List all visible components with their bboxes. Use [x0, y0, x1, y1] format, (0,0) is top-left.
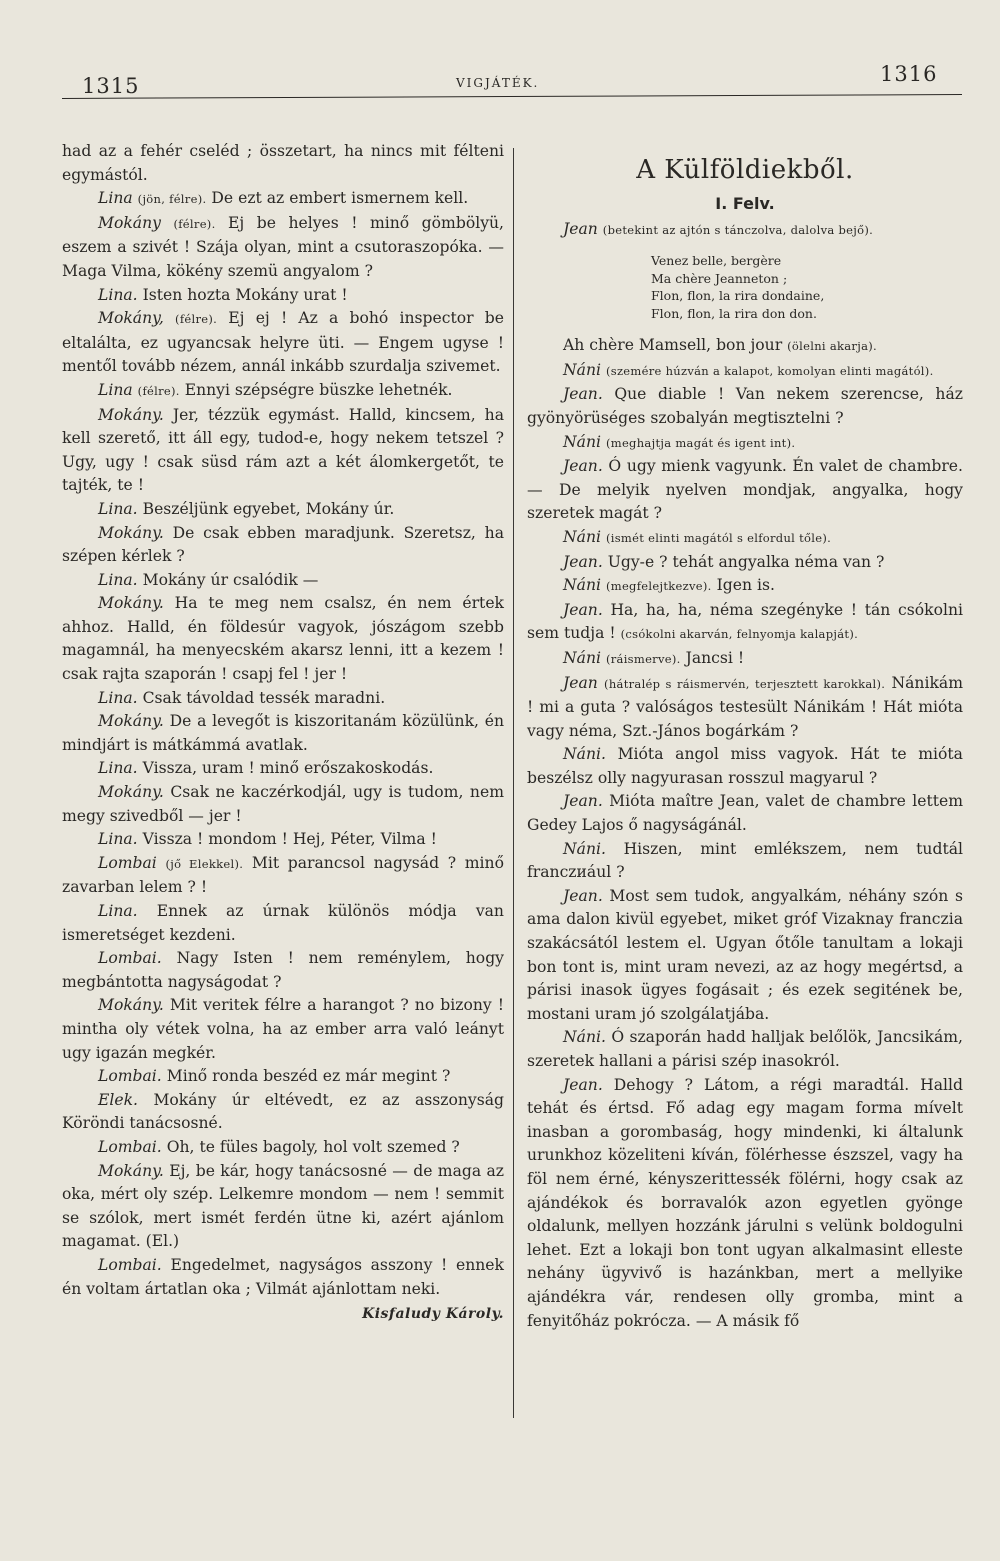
speaker-name: Lina.: [98, 902, 138, 920]
dialogue-text: Ha, ha, ha, néma szegényke ! tán csókolni sem tudja !: [527, 600, 963, 643]
speaker-name: Lombai.: [98, 1137, 162, 1156]
dialogue-line: [62, 1065, 504, 1089]
dialogue-line: [62, 404, 504, 498]
dialogue-line: [62, 1089, 504, 1136]
speaker-name: Lina.: [98, 759, 138, 778]
stage-direction: (betekint az ajtón s tánczolva, dalolva bejő).: [602, 222, 874, 237]
dialogue-text: Isten hozta Mokány urat !: [142, 285, 348, 304]
dialogue-line: [527, 455, 963, 526]
dialogue-line: [62, 379, 504, 404]
dialogue-line: [527, 383, 963, 430]
dialogue-line: [62, 187, 504, 212]
dialogue-text: Engedelmet, nagyságos asszony ! ennek én voltam ártatlan oka ; Vilmát ajánlottam neki.: [62, 1255, 504, 1298]
dialogue-text: Que diable ! Van nekem szerencse, ház gyönyörüséges szobalyán megtisztelni ?: [527, 385, 963, 427]
speaker-name: Lina: [98, 189, 133, 208]
dialogue-line: [527, 334, 963, 359]
left-column: [62, 140, 504, 1327]
song-line: Ma chère Jeanneton ;: [651, 270, 788, 286]
dialogue-text: De a levegőt is kiszoritanám közülünk, én mindjárt is mátkámmá avatlak.: [62, 712, 504, 754]
stage-direction: (ölelni akarja).: [787, 339, 877, 354]
dialogue-line: [527, 743, 963, 790]
dialogue-text: Ugy-e ? tehát angyalka néma van ?: [607, 552, 885, 571]
dialogue-text: Mokány úr csalódik —: [142, 570, 319, 589]
stage-direction: (szemére húzván a kalapot, komolyan elinti magától).: [605, 363, 934, 378]
dialogue-line: [527, 1026, 963, 1073]
dialogue-line: [527, 885, 963, 1027]
page-number-right: 1316: [880, 62, 938, 86]
dialogue-line: [62, 592, 504, 686]
dialogue-line: [62, 994, 504, 1065]
dialogue-line: [62, 1254, 504, 1301]
dialogue-text: Mokány úr eltévedt, ez az asszonyság Köröndi tanácsosné.: [62, 1090, 504, 1133]
speaker-name: Mokány.: [98, 996, 164, 1015]
dialogue-line: [62, 212, 504, 284]
speaker-name: Lombai.: [98, 949, 162, 968]
dialogue-text: De ezt az embert ismernem kell.: [211, 189, 469, 208]
dialogue-text: Ó szaporán hadd halljak belőlök, Jancsikám, szeretek hallani a párisi szép inasokról.: [527, 1028, 963, 1070]
dialogue-text: Ej, be kár, hogy tanácsosné — de maga az oka, mért oly szép. Lelkemre mondom — nem ! semmit se szólok, mert ismét ferdén ütne ki, azért ajánlom magamat. (El.): [62, 1161, 505, 1251]
dialogue-line: [527, 647, 963, 672]
stage-direction: (ráismerve).: [605, 651, 681, 666]
stage-direction: (meghajtja magát és igent int).: [605, 435, 796, 450]
dialogue-line: [527, 838, 963, 885]
speaker-name: Jean.: [563, 600, 603, 619]
dialogue-line: [62, 284, 504, 308]
dialogue-line: [527, 359, 963, 384]
dialogue-line: [527, 431, 963, 456]
dialogue-text: Nagy Isten ! nem reménylem, hogy megbántotta nagyságodat ?: [62, 949, 504, 991]
speaker-name: Lina.: [98, 688, 138, 707]
column-divider: [513, 148, 514, 1418]
speaker-name: Lombai.: [98, 1067, 162, 1086]
dialogue-line: [62, 900, 504, 947]
dialogue-text: Csak távoldad tessék maradni.: [142, 688, 386, 707]
dialogue-text: Mióta maître Jean, valet de chambre lettem Gedey Lajos ő nagyságánál.: [527, 792, 964, 835]
dialogue-text: Igen is.: [716, 576, 775, 595]
speaker-name: Jean.: [563, 552, 603, 571]
speaker-name: Lina: [98, 380, 133, 399]
dialogue-line: [62, 757, 504, 781]
dialogue-line: [62, 498, 504, 522]
dialogue-text: Hiszen, mint emlékszem, nem tudtál franczиául ?: [527, 839, 963, 882]
page-number-left: 1315: [82, 74, 140, 98]
dialogue-line: [527, 574, 963, 599]
stage-direction: (ismét elinti magától s elfordul tőle).: [605, 530, 832, 545]
running-title: VIGJÁTÉK.: [456, 76, 540, 90]
dialogue-line: [62, 1136, 504, 1160]
dialogue-line: [62, 828, 504, 852]
dialogue-text: Ej ej ! Az a bohó inspector be eltalálta, ez ugyancsak helyre üti. — Engem ugyse ! mentől tovább nézem, annál inkább szurdalja szivemet.: [62, 309, 504, 376]
stage-direction: (csókolni akarván, felnyomja kalapját).: [620, 627, 859, 642]
dialogue-line: [62, 569, 504, 593]
speaker-name: Lina.: [98, 499, 138, 518]
dialogue-line: [62, 710, 504, 757]
header-rule: [62, 94, 962, 99]
speaker-name: Náni: [563, 360, 601, 379]
dialogue-line: [527, 551, 963, 575]
dialogue-text: Jer, tézzük egymást. Halld, kincsem, ha kell szerető, itt áll egy, tudod-e, hogy nekem tetszel ? Ugy, ugy ! csak süsd rám azt a két álomkergetőt, te tajték, te !: [62, 405, 504, 495]
dialogue-block: [527, 334, 963, 1333]
speaker-name: Mokány,: [98, 309, 164, 328]
speaker-name: Jean.: [563, 792, 603, 811]
author-signature: Kisfaludy Károly.: [362, 1306, 504, 1323]
dialogue-text: Ej be helyes ! minő gömbölyü, eszem a szivét ! Szája olyan, mint a csutoraszopóka. — Maga Vilma, kökény szemü angyalom ?: [62, 213, 504, 280]
speaker-name: Lina.: [98, 570, 138, 589]
speaker-name: Náni.: [563, 839, 606, 858]
dialogue-text: Vissza ! mondom ! Hej, Péter, Vilma !: [142, 830, 437, 849]
dialogue-text: Ennyi szépségre büszke lehetnék.: [184, 380, 453, 399]
speaker-name: Mokány: [98, 213, 161, 232]
dialogue-line: [62, 781, 504, 828]
speaker-name: Lombai: [98, 853, 157, 872]
dialogue-text: Csak ne kaczérkodjál, ugy is tudom, nem megy szivedből — jer !: [62, 783, 504, 825]
dialogue-text: De csak ebben maradjunk. Szeretsz, ha szépen kérlek ?: [62, 523, 504, 566]
speaker-name: Mokány.: [98, 405, 164, 424]
dialogue-text: Vissza, uram ! minő erőszakoskodás.: [142, 759, 434, 778]
song-verse: [527, 252, 963, 322]
dialogue-line: [527, 1074, 963, 1334]
stage-direction: (félre).: [173, 216, 216, 231]
speaker-name: Elek.: [98, 1090, 139, 1109]
act-heading: I. Felv.: [715, 194, 775, 213]
dialogue-text: Most sem tudok, angyalkám, néhány szón s ama dalon kivül egyebet, miket gróf Vizaknay franczia szakácsától lestem el. Ugyan őtőle tanultam a lokaji bon tont is, mint uram nevezi, az az hogy megértsd, a párisi inasok ügyes fogásait ; és ezek segitének be, mostani uram jó szolgálatjába.: [527, 886, 963, 1023]
dialogue-line: [62, 947, 504, 994]
right-column: [527, 140, 963, 1333]
dialogue-text: Mit veritek félre a harangot ? no bizony ! mintha oly vétek volna, ha az ember arra való leányt ugy igazán megkér.: [62, 996, 504, 1062]
dialogue-line: [62, 307, 504, 379]
speaker-name: Jean.: [563, 385, 603, 404]
speaker-name: Náni: [563, 648, 601, 667]
speaker-name: Mokány.: [98, 712, 164, 731]
stage-direction: (megfelejtkezve).: [605, 579, 712, 594]
stage-direction: (félre).: [137, 383, 180, 398]
opening-direction: [527, 218, 963, 243]
dialogue-line: [62, 522, 504, 569]
speaker-name: Mokány.: [98, 783, 164, 802]
stage-direction: (jő Elekkel).: [165, 856, 244, 871]
speaker-name: Mokány.: [98, 594, 164, 613]
speaker-name: Jean.: [563, 457, 603, 476]
speaker-name: Náni: [563, 432, 601, 451]
speaker-name: Náni.: [563, 1028, 606, 1047]
dialogue-line: [62, 140, 504, 187]
dialogue-text: Ah chère Mamsell, bon jour: [563, 336, 783, 355]
dialogue-text: Dehogy ? Látom, a régi maradtál. Halld tehát és értsd. Fő adag egy magam forma mívelt inasban a gorombaság, hogy mindenki, ki általunk urunkhoz közeliteni kíván, fölérhesse észszel, vagy ha föl nem érné, kényszerittessék fölérni, hogy csak az ajándékok és borravalók azon egyetlen gyönge oldalunk, mellyen hozzánk járulni s velünk boldogulni lehet. Ezt a lokaji bon tont ugyan alkalmasint elleste nehány ügyvivő is hazánkban, mert a mellyike ajándékra vár, rendesen olly gromba, mint a fenyitőház pokrócza. — A másik fő: [527, 1075, 963, 1330]
play-title: A Külföldiekből.: [636, 155, 854, 185]
dialogue-line: [527, 526, 963, 551]
dialogue-text: Jancsi !: [685, 648, 745, 667]
dialogue-line: [527, 599, 963, 647]
speaker-name: Jean: [563, 673, 598, 692]
dialogue-line: [62, 852, 504, 900]
dialogue-text: Ha te meg nem csalsz, én nem értek ahhoz. Halld, én földesúr vagyok, jószágom szebb magamnál, ha menyecském akarsz lenni, itt a kezem ! csak rajta szaporán ! csapj fel ! jer !: [62, 594, 504, 684]
speaker-name: Jean.: [563, 886, 603, 905]
dialogue-text: Ó ugy mienk vagyunk. Én valet de chambre. — De melyik nyelven mondjak, angyalka, hogy szeretek magát ?: [527, 457, 963, 523]
dialogue-line: [527, 672, 963, 744]
dialogue-text: Nánikám ! mi a guta ? valóságos testesült Nánikám ! Hát mióta vagy néma, Szt.-János bogárkám ?: [527, 673, 963, 740]
speaker-name: Mokány.: [98, 1161, 164, 1180]
speaker-name: Náni: [563, 527, 601, 546]
stage-direction: (félre).: [175, 312, 218, 327]
dialogue-text: Mióta angol miss vagyok. Hát te mióta beszélsz olly nagyurasan rosszul magyarul ?: [527, 745, 963, 787]
speaker-name: Mokány.: [98, 523, 164, 542]
stage-direction: (jön, félre).: [137, 192, 207, 207]
dialogue-text: Mit parancsol nagysád ? minő zavarban lelem ? !: [62, 853, 504, 897]
song-line: Flon, flon, la rira don don.: [651, 305, 817, 321]
speaker-name: Jean.: [563, 1075, 603, 1094]
stage-direction: (hátralép s ráismervén, terjesztett karokkal).: [604, 676, 886, 691]
dialogue-text: Ennek az úrnak különös módja van ismeretséget kezdeni.: [62, 902, 504, 944]
dialogue-line: [62, 687, 504, 711]
song-line: Venez belle, bergère: [651, 253, 782, 269]
dialogue-line: [62, 1160, 504, 1254]
dialogue-text: Beszéljünk egyebet, Mokány úr.: [142, 499, 395, 518]
dialogue-text: Oh, te füles bagoly, hol volt szemed ?: [166, 1137, 460, 1156]
speaker-name: Lina.: [98, 830, 138, 849]
speaker-name: Jean: [563, 219, 598, 238]
dialogue-text: had az a fehér cseléd ; összetart, ha nincs mit félteni egymástól.: [62, 142, 504, 184]
speaker-name: Náni: [563, 576, 601, 595]
dialogue-text: Minő ronda beszéd ez már megint ?: [166, 1067, 451, 1086]
speaker-name: Náni.: [563, 745, 606, 764]
speaker-name: Lina.: [98, 285, 138, 304]
dialogue-line: [527, 790, 963, 837]
speaker-name: Lombai.: [98, 1255, 162, 1274]
song-line: Flon, flon, la rira dondaine,: [651, 288, 825, 304]
